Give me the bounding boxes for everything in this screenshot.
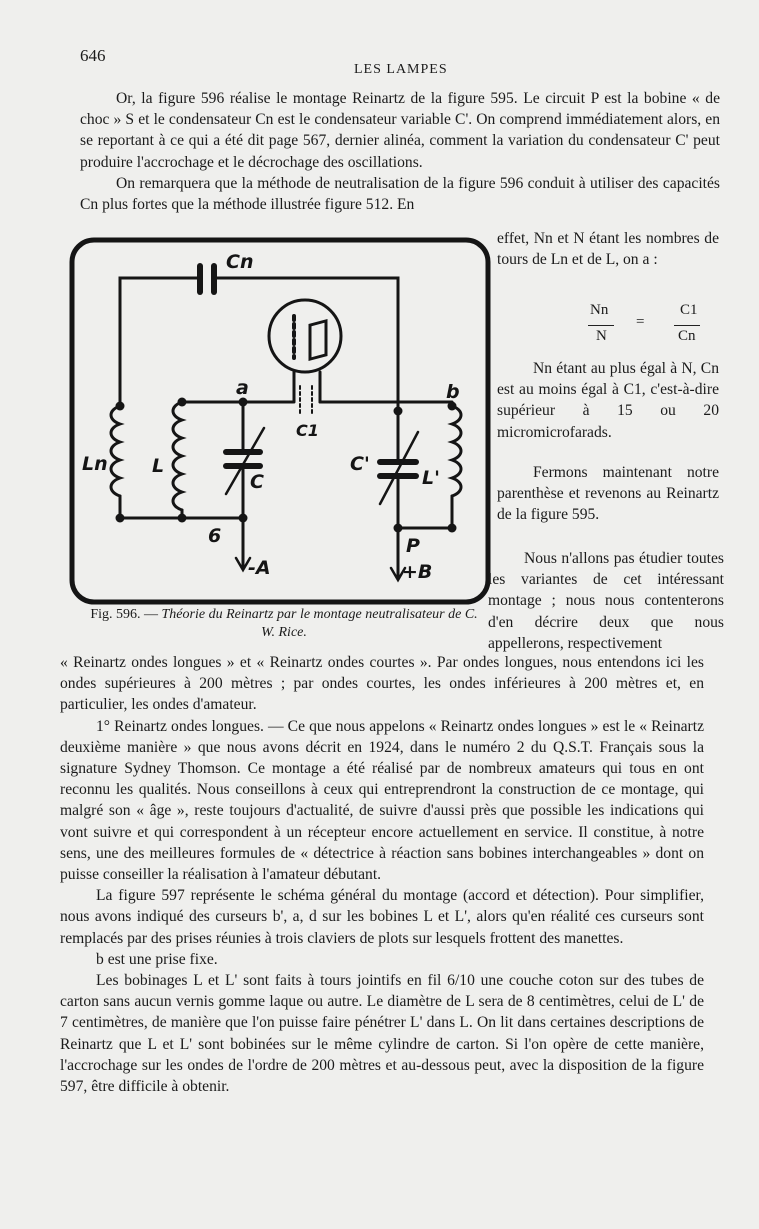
paragraph-2: On remarquera que la méthode de neutralisation de la figure 596 conduit à utiliser des capacités Cn plus fortes que la méthode illustrée figure 512. En (80, 174, 720, 214)
paragraph-3: « Reinartz ondes longues » et « Reinartz ondes courtes ». Par ondes longues, nous entendons ici les ondes supérieures à 200 mètres ; par ondes courtes, les ondes inférieures à 200 mètres et, en particulier, les ondes d'amateur. (60, 654, 704, 714)
label-c1: C1 (296, 421, 319, 440)
fraction-equals: = (636, 314, 645, 330)
bottom-text (60, 652, 704, 1097)
wire-cn-left (120, 278, 200, 406)
label-plus-b: +B (402, 561, 433, 583)
label-p: P (406, 535, 420, 557)
fraction-num-right: C1 (680, 302, 698, 318)
figure-caption (90, 606, 478, 642)
label-ln: Ln (82, 453, 108, 475)
node-ln-top (116, 402, 125, 411)
paragraph-6: b est une prise fixe. (96, 950, 218, 968)
fraction-den-right: Cn (678, 328, 696, 344)
label-l: L (152, 455, 165, 477)
lprime-coil (452, 406, 461, 496)
label-six: 6 (208, 525, 222, 547)
page-number: 646 (80, 46, 106, 65)
node-ln-bottom (116, 514, 125, 523)
top-text (80, 88, 720, 215)
l-coil (173, 402, 182, 510)
node-six (239, 514, 248, 523)
node-l-top (178, 398, 187, 407)
label-cprime: C' (350, 453, 370, 475)
node-lprime-bottom (448, 524, 457, 533)
label-c: C (250, 471, 264, 493)
fraction-equation (588, 302, 708, 358)
fraction-bar-right (674, 325, 700, 326)
paragraph-7: Les bobinages L et L' sont faits à tours jointifs en fil 6/10 une couche coton sur des tubes de carton sans aucun vernis gomme laque ou autre. Le diamètre de L sera de 8 centimètres, celui de L' de 7 centimètres, de manière que l'on puisse faire pénétrer L' dans L. On lit dans certaines descriptions de Reinartz que L et L' sont bobinées sur le même cylindre de carton. Si l'on opère de cette manière, l'accrochage sur les ondes de l'ordre de 200 mètres et au-dessous peut, avec la disposition de la figure 597, être difficile à obtenir. (60, 972, 704, 1096)
ln-coil (111, 406, 120, 496)
paragraph-4: 1° Reinartz ondes longues. — Ce que nous appelons « Reinartz ondes longues » est le « Reinartz deuxième manière » que nous avons décrit en 1924, dans le numéro 2 du Q.S.T. Français sous la signature Sydney Thomson. Ce montage a été réalisé par de nombreux amateurs qui tous en ont reconnu les qualités. Nous conseillons à ceux qui entreprendront la construction de ce montage, qui malgré son « âge », reste toujours d'actualité, de suivre d'aussi près que possible les indications qui vont suivre et qui correspondent à un récepteur encore actuellement en service. Il constitue, à notre sens, une des meilleures formules de « détectrice à réaction sans bobines interchangeables » dont on puisse conseiller la réalisation à l'amateur débutant. (60, 717, 704, 884)
right-column-para3: Fermons maintenant notre parenthèse et revenons au Reinartz de la figure 595. (497, 464, 719, 524)
right-column-para2: Nn étant au plus égal à N, Cn est au moins égal à C1, c'est-à-dire supérieur à 15 ou 20 micromicrofarads. (497, 360, 719, 441)
reinartz-circuit-diagram (68, 236, 492, 608)
node-l-bottom (178, 514, 187, 523)
figure-frame (72, 240, 488, 602)
label-a: a (236, 377, 249, 399)
fraction-bar-left (588, 325, 614, 326)
label-b: b (446, 381, 460, 403)
label-minus-a: -A (248, 557, 271, 579)
paragraph-1: Or, la figure 596 réalise le montage Reinartz de la figure 595. Le circuit P est la bobine « de choc » S et le condensateur Cn est le condensateur variable C'. On comprend immédiatement alors, en se reportant à ce qui a été dit page 567, dernier alinéa, comment la variation du condensateur C' peut produire l'accrochage et le décrochage des oscillations. (80, 90, 720, 171)
label-cn: Cn (226, 251, 254, 273)
caption-text: Théorie du Reinartz par le montage neutralisateur de C. W. Rice. (161, 607, 478, 640)
tube-envelope (269, 300, 341, 372)
fraction-num-left: Nn (590, 302, 609, 318)
fraction-den-left: N (596, 328, 607, 344)
tube-plate (310, 321, 326, 359)
paragraph-5: La figure 597 représente le schéma général du montage (accord et détection). Pour simplifier, nous avons indiqué des curseurs b', a, d sur les bobines L et L', alors qu'en réalité ces curseurs sont remplacés par des prises réunies à trois claviers de plots sur lesquels frottent des manettes. (60, 887, 704, 947)
running-title: LES LAMPES (354, 62, 448, 77)
caption-prefix: Fig. 596. — (90, 607, 159, 622)
node-p (394, 524, 403, 533)
right-column-para1: effet, Nn et N étant les nombres de tours de Ln et de L, on a : (497, 230, 719, 269)
circuit-figure (68, 236, 492, 608)
node-cprime-top (394, 407, 403, 416)
label-lprime: L' (422, 467, 440, 489)
right-column-para4: Nous n'allons pas étudier toutes les variantes de cet intéressant montage ; nous nous contenterons d'en décrire deux que nous appellerons, respectivement (488, 550, 724, 652)
